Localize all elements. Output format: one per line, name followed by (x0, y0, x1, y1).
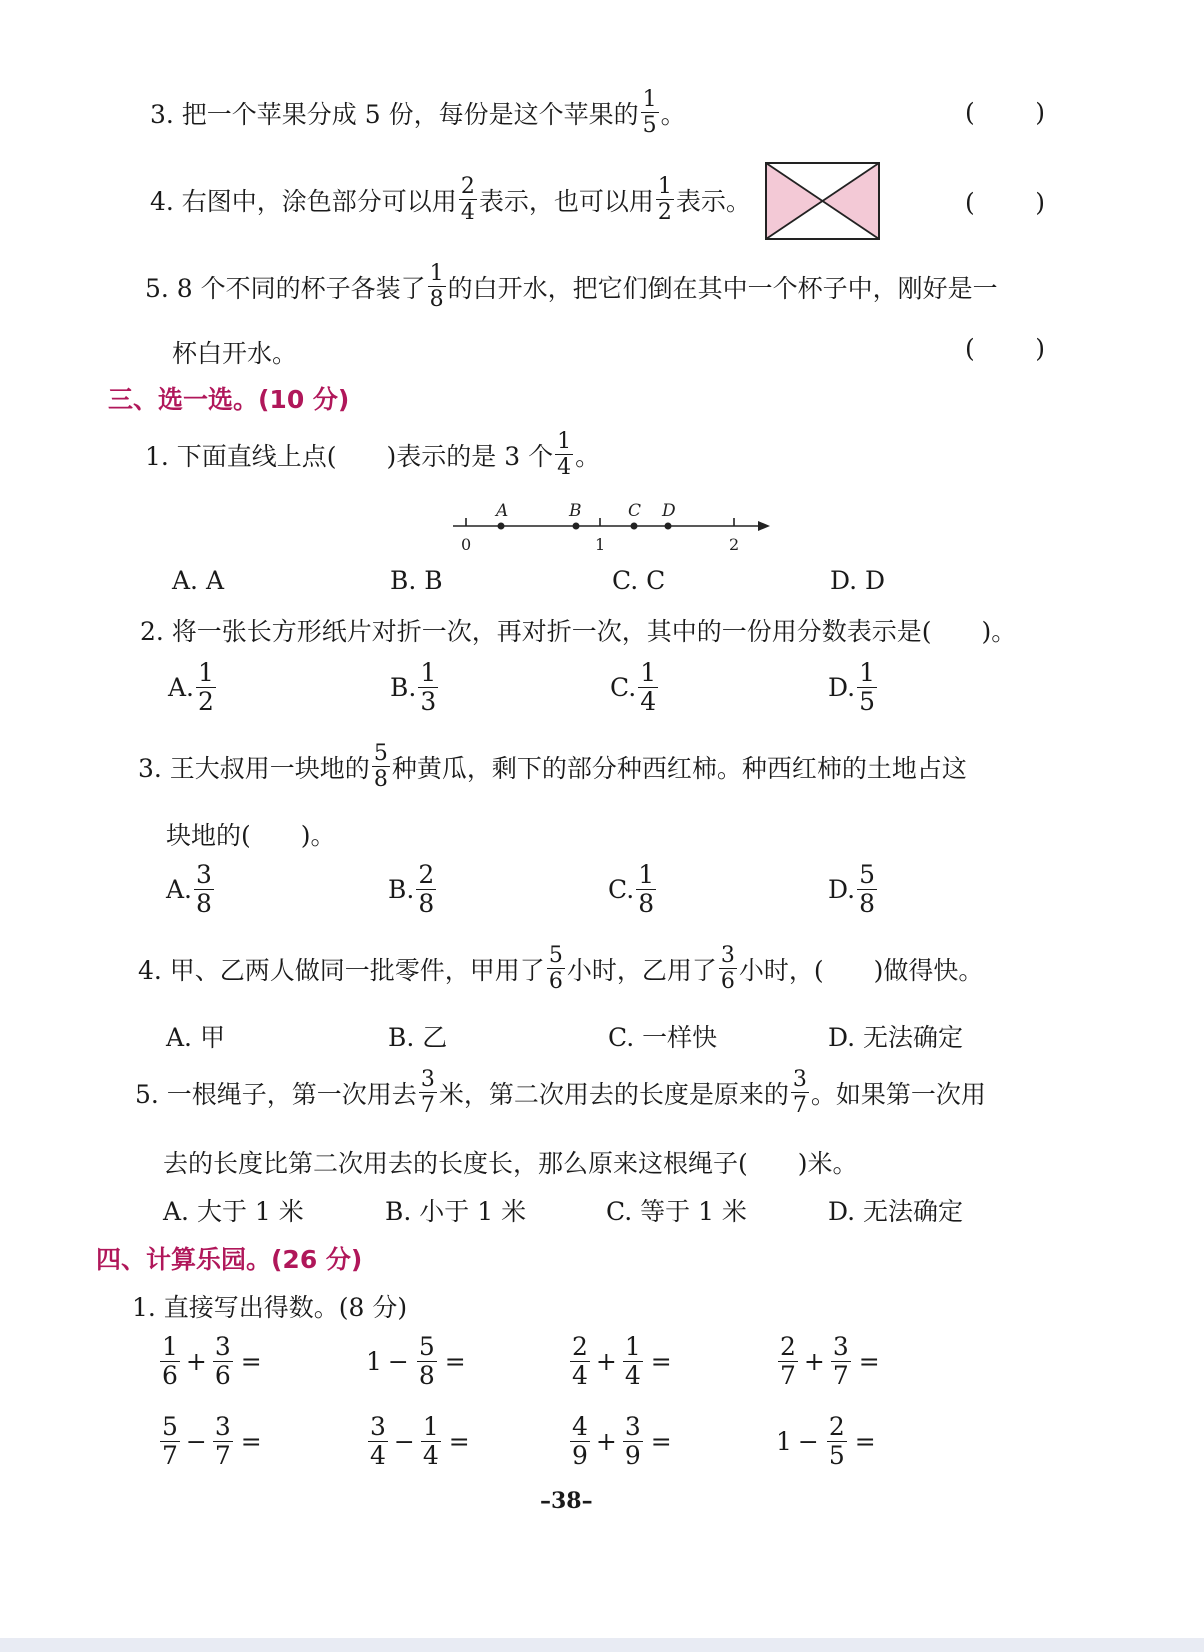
answer-paren[interactable]: ( ) (965, 188, 1045, 217)
option-c[interactable]: C. 等于 1 米 (606, 1197, 747, 1226)
calc-item[interactable]: 1 − $\frac{2}{5}$ = (776, 1412, 876, 1471)
calc-item[interactable]: 1 − $\frac{5}{8}$ = (366, 1332, 466, 1391)
option-a[interactable]: A. 大于 1 米 (163, 1197, 304, 1226)
option-d[interactable]: D. $\frac{5}{8}$ (828, 860, 876, 919)
option-d[interactable]: D. 无法确定 (828, 1023, 964, 1052)
s3-q4: 4. 甲、乙两人做同一批零件，甲用了 $\frac{5}{6}$ 小时，乙用了 $\frac{3}{6}$ 小时，( )做得快。 (138, 943, 984, 995)
option-a[interactable]: A. A (172, 566, 225, 595)
point-label-b: B (569, 501, 582, 521)
option-b[interactable]: B. $\frac{1}{3}$ (390, 658, 437, 717)
fraction: $\frac{5}{8}$ (373, 741, 388, 793)
calc-item[interactable]: $\frac{1}{6}$ + $\frac{3}{6}$ = (162, 1332, 262, 1391)
fraction: $\frac{1}{5}$ (642, 87, 657, 139)
shaded-rectangle-figure (765, 162, 881, 242)
fraction: $\frac{1}{2}$ (657, 174, 672, 226)
calc-item[interactable]: $\frac{2}{7}$ + $\frac{3}{7}$ = (780, 1332, 880, 1391)
option-b[interactable]: B. 乙 (388, 1023, 448, 1052)
option-b[interactable]: B. 小于 1 米 (385, 1197, 527, 1226)
fraction: $\frac{5}{6}$ (548, 943, 563, 995)
fraction: $\frac{1}{4}$ (640, 658, 657, 717)
number-line (448, 498, 778, 556)
tick-label-0: 0 (461, 535, 472, 554)
s3-q1: 1. 下面直线上点( )表示的是 3 个 $\frac{1}{4}$ 。 (145, 429, 601, 481)
tick-label-1: 1 (595, 535, 606, 554)
judge-q5: 5. 8 个不同的杯子各装了 $\frac{1}{8}$ 的白开水，把它们倒在其中一个杯子中，刚好是一 (145, 261, 998, 313)
s3-q5: 5. 一根绳子，第一次用去 $\frac{3}{7}$ 米，第二次用去的长度是原来的 $\frac{3}{7}$ 。如果第一次用 (135, 1067, 986, 1119)
judge-q5-line2: 杯白开水。 (172, 339, 298, 368)
fraction: $\frac{1}{4}$ (557, 429, 572, 481)
s3-q2: 2. 将一张长方形纸片对折一次，再对折一次，其中的一份用分数表示是( )。 (140, 617, 1017, 646)
fraction: $\frac{3}{6}$ (720, 943, 735, 995)
option-d[interactable]: D. D (830, 566, 886, 595)
fraction: $\frac{3}{8}$ (196, 860, 212, 919)
option-c[interactable]: C. $\frac{1}{4}$ (610, 658, 657, 717)
fraction: $\frac{2}{8}$ (418, 860, 435, 919)
answer-paren[interactable]: ( ) (965, 334, 1045, 363)
s3-q3: 3. 王大叔用一块地的 $\frac{5}{8}$ 种黄瓜，剩下的部分种西红柿。种西红柿的土地占这 (138, 741, 967, 793)
answer-paren[interactable]: ( ) (965, 98, 1045, 127)
option-b[interactable]: B. $\frac{2}{8}$ (388, 860, 435, 919)
fraction: $\frac{1}{2}$ (198, 658, 214, 717)
fraction: $\frac{3}{7}$ (792, 1067, 807, 1119)
judge-q4: 4. 右图中，涂色部分可以用 $\frac{2}{4}$ 表示，也可以用 $\frac{1}{2}$ 表示。 (150, 174, 751, 226)
option-d[interactable]: D. 无法确定 (828, 1197, 964, 1226)
point-label-d: D (662, 501, 676, 521)
section-title-3: 三、选一选。(10 分) (108, 385, 350, 414)
s3-q3-line2: 块地的( )。 (166, 821, 336, 850)
page-number: –38– (540, 1488, 593, 1514)
calc-item[interactable]: $\frac{3}{4}$ − $\frac{1}{4}$ = (370, 1412, 470, 1471)
option-a[interactable]: A. $\frac{3}{8}$ (166, 860, 212, 919)
calc-item[interactable]: $\frac{4}{9}$ + $\frac{3}{9}$ = (572, 1412, 672, 1471)
calc-item[interactable]: $\frac{5}{7}$ − $\frac{3}{7}$ = (162, 1412, 262, 1471)
tick-label-2: 2 (729, 535, 740, 554)
option-c[interactable]: C. 一样快 (608, 1023, 718, 1052)
option-a[interactable]: A. 甲 (166, 1023, 225, 1052)
fraction: $\frac{1}{8}$ (429, 261, 444, 313)
s3-q5-line2: 去的长度比第二次用去的长度长，那么原来这根绳子( )米。 (163, 1149, 858, 1178)
option-b[interactable]: B. B (390, 566, 443, 595)
calc-item[interactable]: $\frac{2}{4}$ + $\frac{1}{4}$ = (572, 1332, 672, 1391)
fraction: $\frac{1}{3}$ (420, 658, 437, 717)
point-label-a: A (496, 501, 509, 521)
section-title-4: 四、计算乐园。(26 分) (96, 1245, 363, 1274)
fraction: $\frac{5}{8}$ (859, 860, 876, 919)
option-c[interactable]: C. $\frac{1}{8}$ (608, 860, 655, 919)
s4-q1-title: 1. 直接写出得数。(8 分) (132, 1293, 408, 1322)
option-a[interactable]: A. $\frac{1}{2}$ (168, 658, 214, 717)
fraction: $\frac{3}{7}$ (420, 1067, 435, 1119)
option-d[interactable]: D. $\frac{1}{5}$ (828, 658, 876, 717)
option-c[interactable]: C. C (612, 566, 666, 595)
page-bottom-edge (0, 1638, 1204, 1652)
point-label-c: C (628, 501, 642, 521)
fraction: $\frac{1}{5}$ (859, 658, 876, 717)
judge-q3: 3. 把一个苹果分成 5 份，每份是这个苹果的 $\frac{1}{5}$ 。 (150, 87, 686, 139)
fraction: $\frac{2}{4}$ (460, 174, 475, 226)
fraction: $\frac{1}{8}$ (638, 860, 655, 919)
